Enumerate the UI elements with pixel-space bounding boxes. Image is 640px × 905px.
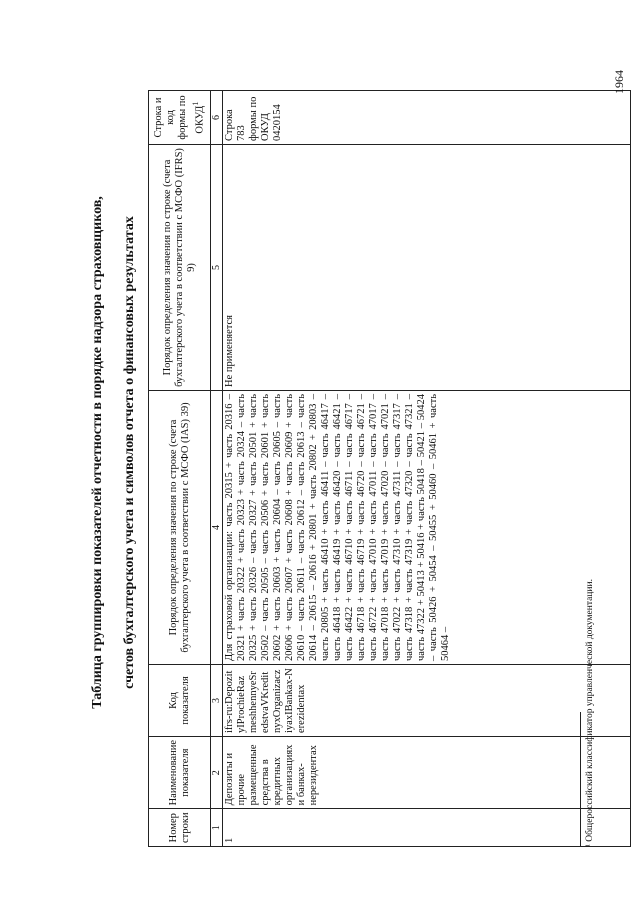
header-okud-text: Строка и код формы по ОКУД	[152, 95, 206, 140]
title-line-2: счетов бухгалтерского учета и символов отчета о финансовых результатах	[122, 216, 137, 689]
header-indicator-name: Наименование показателя	[149, 736, 211, 808]
table-row	[223, 90, 631, 846]
column-number-row	[211, 90, 223, 846]
header-indicator-code: Код показателя	[149, 664, 211, 736]
column-number: 5	[211, 144, 223, 390]
header-okud-form	[149, 90, 211, 144]
header-ifrs9-method: Порядок определения значения по строке (счета бухгалтерского учета в соответствии с МСФО (IFRS) 9)	[149, 144, 211, 390]
column-number: 4	[211, 390, 223, 664]
footnote-divider	[580, 712, 581, 847]
footnote: ¹ Общероссийский классификатор управленческой документации.	[585, 579, 595, 847]
header-row	[149, 90, 211, 846]
column-number: 3	[211, 664, 223, 736]
footnote-marker: 1	[189, 101, 200, 106]
indicator-code: ifrs-ru:DepozityIProchieRazmeshhennyeSredstvaVKreditnyxOrganizacziyaxIBankax-Nerezidentax	[223, 664, 631, 736]
column-number: 6	[211, 90, 223, 144]
row-number: 1	[223, 809, 631, 847]
okud-form: Строка 783 формы по ОКУД 0420154	[223, 90, 631, 144]
title-line-1: Таблица группировки показателей отчетности в порядке надзора страховщиков,	[90, 196, 105, 709]
column-number: 1	[211, 809, 223, 847]
ifrs9-method: Не применяется	[223, 144, 631, 390]
page-number: 1964	[612, 70, 626, 94]
ias39-formula: Для страховой организации: часть 20315 + часть 20316 – 20321 + часть 20322 + часть 20323 + часть 20324 – часть 20325 + часть 20326 – часть 20327 + часть 20501 + часть 20502 – часть 20505 – часть 20506 + часть 20601 + часть 20602 + часть 20603 + часть 20604 – часть 20605 – часть 20606 + часть 20607 + часть 20608 + часть 20609 + часть 20610 – часть 20611 – часть 20612 – часть 20613 – часть 20614 – 20615 – 20616 + 20801 + часть 20802 + 20803 – часть 20805 + часть 46410 + часть 46411 – часть 46417 – часть 46418 + часть 46419 + часть 46420 – часть 46421 – часть 46422 + часть 46710 + часть 46711 – часть 46717 – часть 46718 + часть 46719 + часть 46720 – часть 46721 – часть 46722 + часть 47010 + часть 47011 – часть 47017 – часть 47018 + часть 47019 + часть 47020 – часть 47021 – часть 47022 + часть 47310 + часть 47311 – часть 47317 – часть 47318 + часть 47319 + часть 47320 – часть 47321 – часть 47322 + 50413 + 50416 + часть 50418 – 50421 – 50424 – часть 50426 + 50454 – 50455 + 50460 – 50461 + часть 50464 –	[223, 390, 631, 664]
indicator-name: Депозиты и прочие размещенные средства в кредитных организациях и банках-нерезидентах	[223, 736, 631, 808]
header-ias39-method: Порядок определения значения по строке (счета бухгалтерского учета в соответствии с МСФО (IAS) 39)	[149, 390, 211, 664]
header-row-number: Номер строки	[149, 809, 211, 847]
grouping-table	[148, 90, 631, 847]
column-number: 2	[211, 736, 223, 808]
